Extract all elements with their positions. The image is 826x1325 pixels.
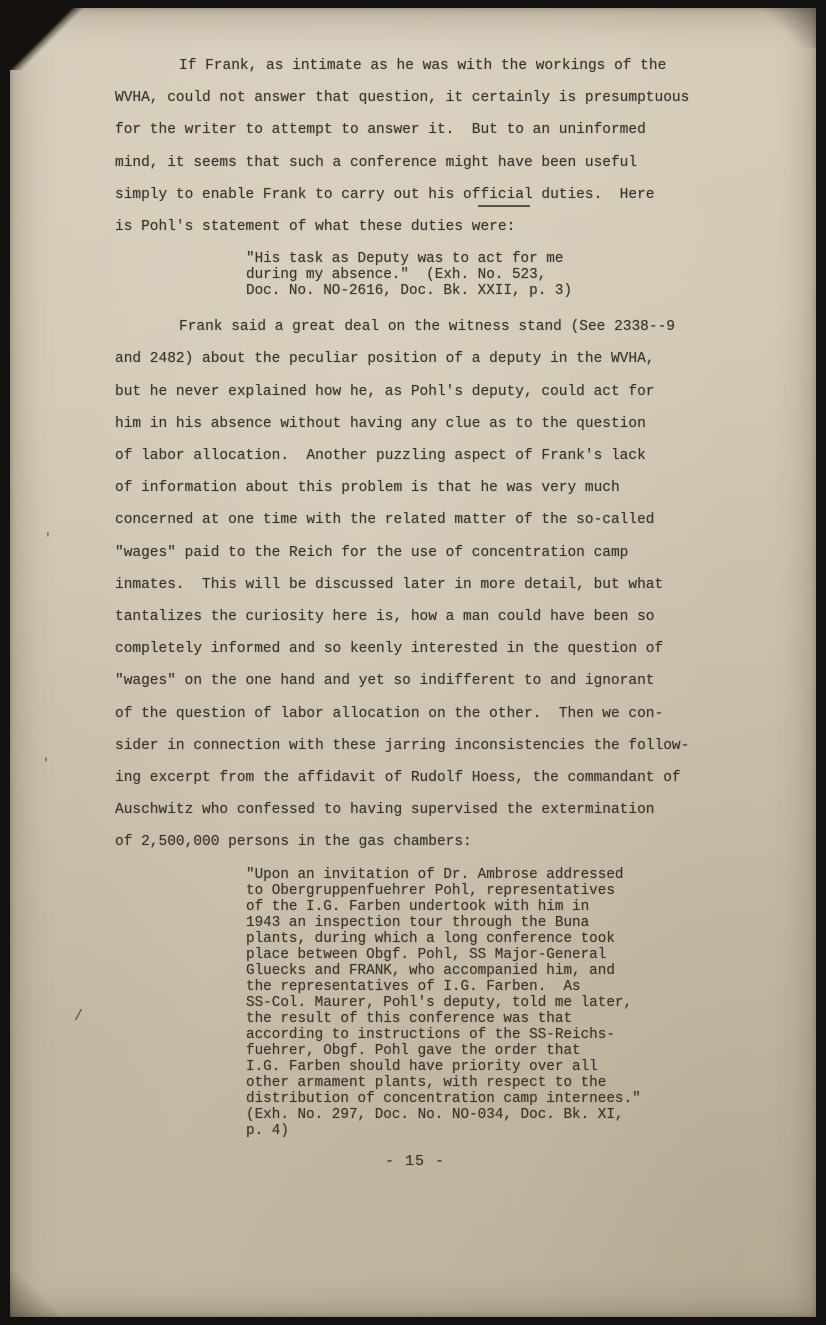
page-corner-shade-top-right <box>756 8 816 48</box>
text-line: of 2,500,000 persons in the gas chambers: <box>115 834 472 851</box>
page-corner-shade-bottom-left <box>10 1272 65 1317</box>
text-line: other armament plants, with respect to the <box>246 1074 607 1091</box>
text-line: but he never explained how he, as Pohl's deputy, could act for <box>115 383 655 400</box>
text-line: Auschwitz who confessed to having supervised the extermination <box>115 802 655 819</box>
text-line: him in his absence without having any clue as to the question <box>115 415 646 432</box>
text-line: of information about this problem is that he was very much <box>115 480 620 497</box>
text-line: 1943 an inspection tour through the Buna <box>246 914 590 931</box>
text-line: of labor allocation. Another puzzling aspect of Frank's lack <box>115 448 646 465</box>
typewriter-underline <box>478 205 530 207</box>
stray-mark: ' <box>42 756 50 771</box>
text-line: concerned at one time with the related matter of the so-called <box>115 512 655 529</box>
stray-mark: / <box>74 1008 84 1025</box>
text-line: the result of this conference was that <box>246 1010 573 1027</box>
text-line: the representatives of I.G. Farben. As <box>246 978 581 995</box>
blockquote-pohl-statement <box>246 251 755 299</box>
page-number: - 15 - <box>384 1152 445 1170</box>
paragraph-2 <box>115 311 755 858</box>
text-line: Gluecks and FRANK, who accompanied him, and <box>246 962 615 979</box>
text-line: Doc. No. NO-2616, Doc. Bk. XXII, p. 3) <box>246 283 573 300</box>
text-line: for the writer to attempt to answer it. But to an uninformed <box>115 122 646 139</box>
text-line: according to instructions of the SS-Reichs- <box>246 1026 615 1043</box>
text-line: SS-Col. Maurer, Pohl's deputy, told me later, <box>246 994 633 1011</box>
text-line: "wages" paid to the Reich for the use of concentration camp <box>115 544 629 561</box>
text-line: "His task as Deputy was to act for me <box>246 251 564 268</box>
text-line: of the I.G. Farben undertook with him in <box>246 898 590 915</box>
text-line: mind, it seems that such a conference might have been useful <box>115 154 638 171</box>
text-line: fuehrer, Obgf. Pohl gave the order that <box>246 1042 581 1059</box>
text-line: ing excerpt from the affidavit of Rudolf Hoess, the commandant of <box>115 770 681 787</box>
text-line: sider in connection with these jarring inconsistencies the follow- <box>115 737 690 754</box>
text-line: plants, during which a long conference took <box>246 930 615 947</box>
text-line: during my absence." (Exh. No. 523, <box>246 267 547 284</box>
text-line: p. 4) <box>246 1122 289 1139</box>
text-line: "Upon an invitation of Dr. Ambrose addressed <box>246 866 624 883</box>
text-line: WVHA, could not answer that question, it certainly is presumptuous <box>115 90 690 107</box>
text-line: inmates. This will be discussed later in more detail, but what <box>115 576 664 593</box>
text-line: to Obergruppenfuehrer Pohl, representatives <box>246 882 615 899</box>
text-line: and 2482) about the peculiar position of a deputy in the WVHA, <box>115 351 655 368</box>
text-line: (Exh. No. 297, Doc. No. NO-034, Doc. Bk. XI, <box>246 1106 624 1123</box>
text-line: completely informed and so keenly interested in the question of <box>115 641 664 658</box>
text-line: distribution of concentration camp internees." <box>246 1090 641 1107</box>
text-line: I.G. Farben should have priority over all <box>246 1058 598 1075</box>
text-line: simply to enable Frank to carry out his official duties. Here <box>115 186 655 203</box>
text-line: If Frank, as intimate as he was with the workings of the <box>179 58 667 74</box>
typed-content <box>115 50 755 1170</box>
text-line: place between Obgf. Pohl, SS Major-General <box>246 946 607 963</box>
blockquote-hoess-affidavit <box>246 867 755 1139</box>
stray-mark: ' <box>44 531 52 546</box>
text-line: of the question of labor allocation on the other. Then we con- <box>115 705 664 722</box>
text-line: Frank said a great deal on the witness stand (See 2338--9 <box>179 319 675 336</box>
text-line: tantalizes the curiosity here is, how a man could have been so <box>115 609 655 626</box>
text-line: is Pohl's statement of what these duties were: <box>115 219 516 236</box>
text-line: "wages" on the one hand and yet so indifferent to and ignorant <box>115 673 655 690</box>
page-corner-fold <box>10 8 88 70</box>
paragraph-1 <box>115 50 755 243</box>
document-page <box>10 8 816 1317</box>
